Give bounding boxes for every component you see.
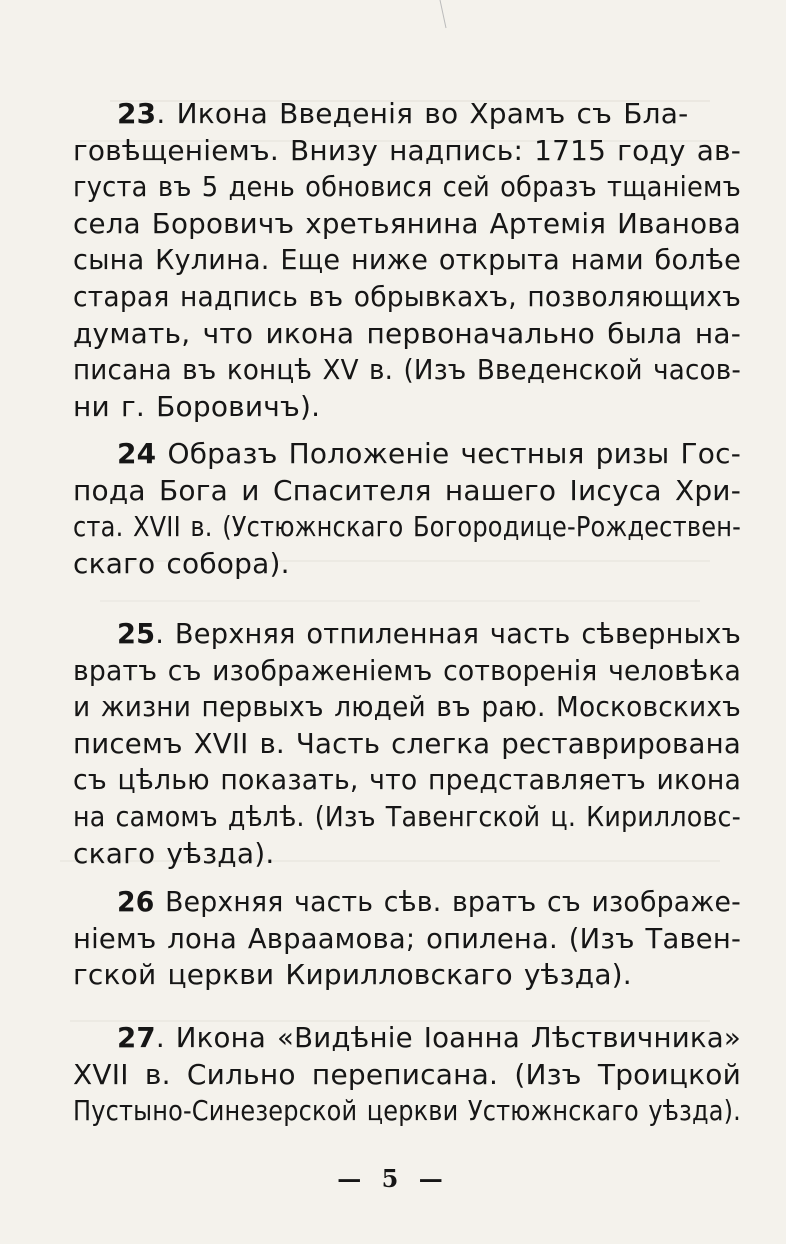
entry-line: XVII в. Сильно переписана. (Изъ Троицкой [73, 1057, 741, 1091]
entry-line: на самомъ дѣлѣ. (Изъ Тавенгской ц. Кирилловс- [73, 799, 742, 833]
entry-line: ніемъ лона Авраамова; опилена. (Изъ Тавен- [73, 921, 742, 955]
entry-number: 24 [117, 437, 157, 470]
entry-line: Верхняя отпиленная часть сѣверныхъ [174, 617, 742, 650]
entry-line: густа въ 5 день обновися сей образъ тщаніемъ [73, 170, 742, 204]
entry-paragraph [73, 884, 741, 994]
entry-number: 27 [117, 1021, 156, 1054]
entry-line: Икона Введенія во Храмъ съ Бла- [176, 97, 689, 130]
entry-25 [73, 616, 741, 872]
entry-26 [73, 884, 741, 994]
entry-number: 26 [117, 885, 155, 918]
entry-line: Образъ Положеніе честныя ризы Гос- [167, 437, 742, 470]
entry-line: Икона «Видѣніе Іоанна Лѣствичника» [175, 1021, 741, 1054]
entry-line: сына Кулина. Еще ниже открыта нами болѣе [73, 243, 741, 277]
entry-paragraph: 23. Икона Введенія во Храмъ съ Бла- говѣщеніемъ. Внизу надпись: 1715 году ав- густа въ 5 день обновися сей образъ тщаніемъ села Боровичъ хретьянина Артемія Иванова сына Кулина. Еще ниже открыта нами болѣе старая надпись въ обрывкахъ, позволяющихъ думать, что икона первоначально была на- писана въ концѣ XV в. (Изъ Введенской часов- ни г. Боровичъ). [73, 96, 741, 425]
entry-line: думать, что икона первоначально была на- [73, 316, 741, 350]
entry-line: говѣщеніемъ. Внизу надпись: 1715 году ав- [73, 133, 741, 167]
entry-line: гской церкви Кирилловскаго уѣзда). [73, 958, 632, 992]
entry-line: писана въ концѣ XV в. (Изъ Введенской часов- [73, 353, 741, 387]
entry-27 [73, 1020, 741, 1130]
entry-line: пода Бога и Спасителя нашего Іисуса Хри- [73, 473, 741, 507]
entry-24 [73, 436, 741, 582]
entry-number: 25 [117, 617, 156, 650]
entry-line: скаго уѣзда). [73, 836, 275, 870]
page-number: — 5 — [337, 1164, 449, 1193]
entry-line: вратъ съ изображеніемъ сотворенія человѣка [73, 653, 742, 687]
entry-line: старая надпись въ обрывкахъ, позволяющихъ [73, 279, 742, 313]
entry-line: писемъ XVII в. Часть слегка реставрирована [73, 726, 742, 760]
entry-number: 23 [117, 97, 157, 130]
entry-line: Верхняя часть сѣв. вратъ съ изображе- [165, 885, 741, 918]
entry-line: ста. XVII в. (Устюжнскаго Богородице-Рождествен- [73, 510, 742, 544]
entry-23 [73, 96, 741, 425]
entry-paragraph [73, 436, 741, 582]
entry-line: и жизни первыхъ людей въ раю. Московскихъ [73, 690, 742, 724]
entry-line: села Боровичъ хретьянина Артемія Иванова [73, 206, 741, 240]
entry-paragraph: 27. Икона «Видѣніе Іоанна Лѣствичника» XVII в. Сильно переписана. (Изъ Троицкой Пустыно-Синезерской церкви Устюжнскаго уѣзда). [73, 1020, 741, 1130]
entry-line: Пустыно-Синезерской церкви Устюжнскаго уѣзда). [73, 1094, 741, 1128]
entry-paragraph: 25. Верхняя отпиленная часть сѣверныхъ вратъ съ изображеніемъ сотворенія человѣка и жизни первыхъ людей въ раю. Московскихъ писемъ XVII в. Часть слегка реставрирована съ цѣлью показать, что представляетъ икона на самомъ дѣлѣ. (Изъ Тавенгской ц. Кирилловс- скаго уѣзда). [73, 616, 741, 872]
entry-line: ни г. Боровичъ). [73, 389, 321, 423]
entry-line: скаго собора). [73, 546, 290, 580]
entry-line: съ цѣлью показать, что представляетъ икона [73, 763, 742, 797]
